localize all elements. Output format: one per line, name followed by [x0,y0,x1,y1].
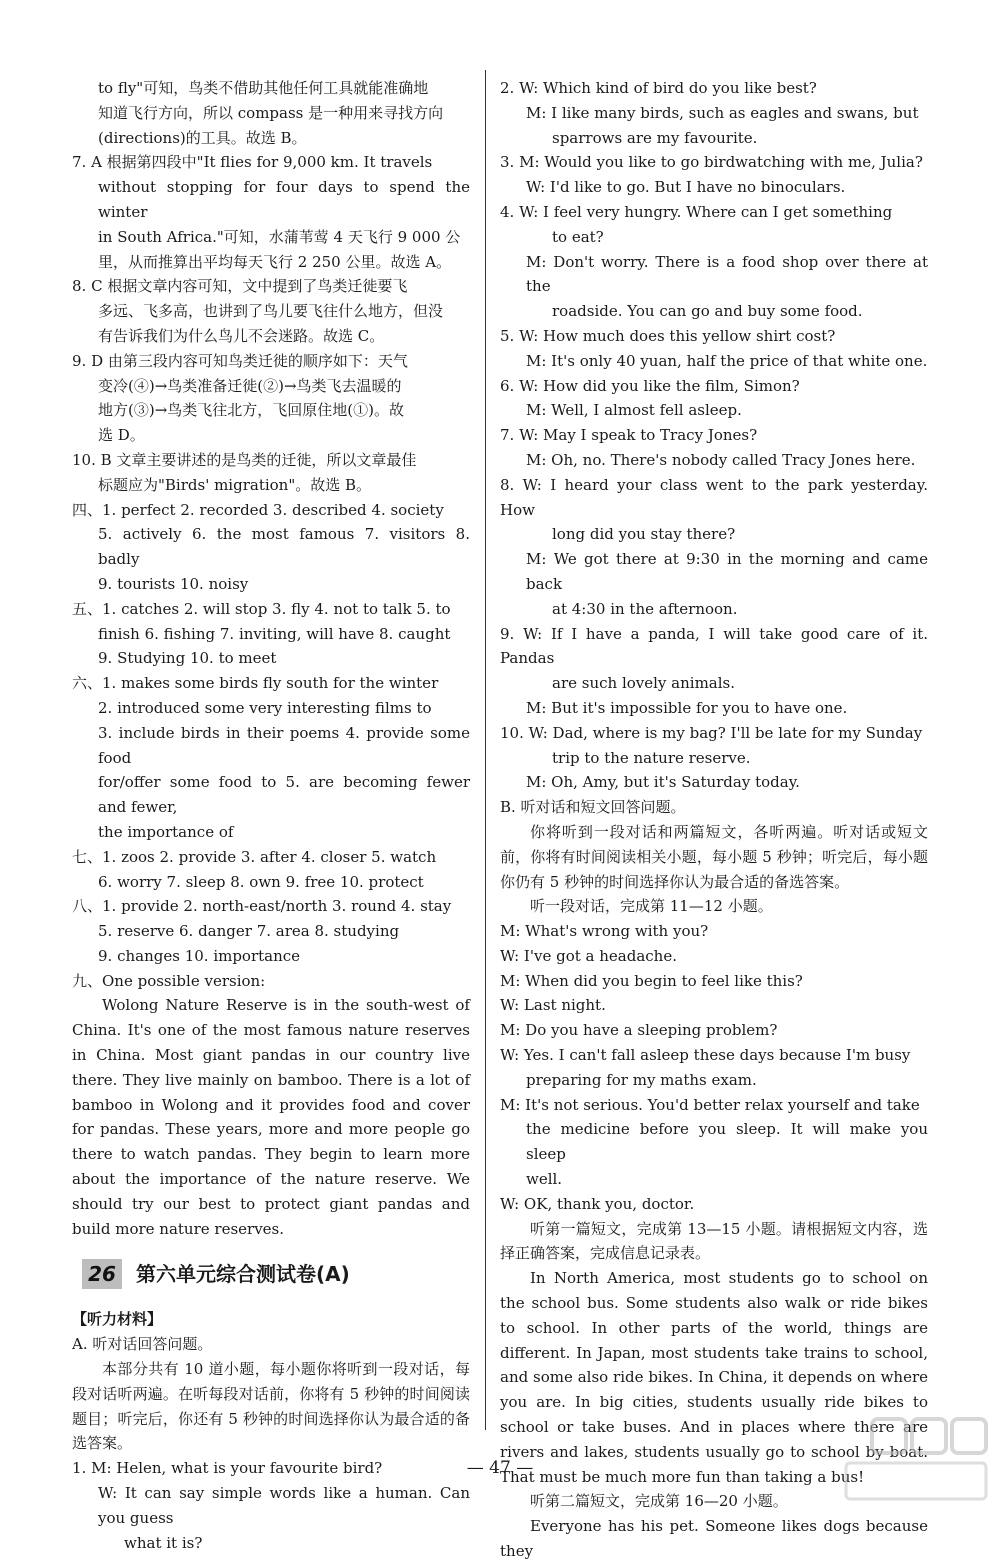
text-line: to fly"可知，鸟类不借助其他任何工具就能准确地 [98,79,429,97]
text-line: M: I like many birds, such as eagles and swans, but [526,103,919,122]
text-line: 10. W: Dad, where is my bag? I'll be late for my Sunday [500,723,923,742]
text-line: M: Well, I almost fell asleep. [526,401,742,420]
text-line: 9. Studying 10. to meet [98,649,277,668]
text-line: 五、1. catches 2. will stop 3. fly 4. not to talk 5. to [72,599,451,618]
text-line: 选 D。 [98,426,145,445]
text-line: 九、One possible version: [72,971,266,990]
section-heading [82,1259,470,1289]
text-line: 4. W: I feel very hungry. Where can I get something [500,202,893,221]
text-line: 7. A 根据第四段中"It flies for 9,000 km. It travels [72,153,433,172]
text-line: 知道飞行方向，所以 compass 是一种用来寻找方向 [98,103,444,122]
dialogue-title: 听一段对话，完成第 11—12 小题。 [530,897,773,916]
text-line: 有告诉我们为什么鸟儿不会迷路。故选 C。 [98,326,385,345]
text-line: 8. W: I heard your class went to the park yesterday. How [500,475,928,519]
text-line: what it is? [124,1533,203,1552]
text-line: 9. tourists 10. noisy [98,574,249,593]
doctor-dialogue [500,919,928,1217]
text-line: M: Don't worry. There is a food shop over there at the [526,252,928,296]
text-line: 8. C 根据文章内容可知，文中提到了鸟类迁徙要飞 [72,277,408,296]
text-line: 5. reserve 6. danger 7. area 8. studying [98,922,400,941]
text-line: W: I've got a headache. [500,946,677,965]
text-line: M: What's wrong with you? [500,922,709,941]
passage-2-text: Everyone has his pet. Someone likes dogs because they [500,1517,928,1561]
listening-material-label: 【听力材料】 [72,1310,163,1329]
text-line: W: Last night. [500,996,606,1015]
part-b-instructions: 你将听到一段对话和两篇短文，各听两遍。听对话或短文前，你将有时间阅读相关小题，每小题 5 秒钟；听完后，每小题你仍有 5 秒钟的时间选择你认为最合适的备选答案。 [500,822,928,891]
text-line: well. [526,1170,563,1189]
answer-key-lines [72,76,470,993]
text-line: M: We got there at 9:30 in the morning and came back [526,550,928,593]
column-divider [485,70,486,1430]
text-line: long did you stay there? [552,525,736,544]
passage-2-title: 听第二篇短文，完成第 16—20 小题。 [530,1492,788,1511]
text-line: for/offer some food to 5. are becoming fewer and fewer, [98,773,470,817]
text-line: 6. worry 7. sleep 8. own 9. free 10. protect [98,872,424,891]
text-line: without stopping for four days to spend the winter [98,178,470,221]
text-line: (directions)的工具。故选 B。 [98,128,307,147]
text-line: W: OK, thank you, doctor. [500,1194,695,1213]
model-essay: Wolong Nature Reserve is in the south-west of China. It's one of the most famous nature reserves in China. Most giant pandas in our country live there. They live mainly on bamboo. There is a lot of bamboo in Wolong and it provides food and cover for pandas. These years, more and more people go there to watch pandas. They begin to learn more about the importance of the nature reserve. We should try our best to protect giant pandas and build more nature reserves. [72,996,470,1238]
text-line: 2. W: Which kind of bird do you like best? [500,79,817,97]
text-line: 七、1. zoos 2. provide 3. after 4. closer 5. watch [72,847,437,866]
page-number: — 47 — [466,1458,534,1478]
text-line: W: Yes. I can't fall asleep these days because I'm busy [500,1046,911,1065]
text-line: 1. M: Helen, what is your favourite bird? [72,1459,383,1478]
text-line: 6. W: How did you like the film, Simon? [500,376,800,395]
section-title: 第六单元综合测试卷(A) [136,1262,350,1287]
text-line: the medicine before you sleep. It will make you sleep [526,1120,928,1164]
text-line: 9. changes 10. importance [98,946,301,965]
text-line: sparrows are my favourite. [552,128,758,147]
text-line: M: Oh, no. There's nobody called Tracy Jones here. [526,450,916,469]
text-line: 7. W: May I speak to Tracy Jones? [500,426,758,445]
text-line: trip to the nature reserve. [552,748,751,767]
text-line: 六、1. makes some birds fly south for the winter [72,674,439,693]
left-column [72,76,470,1555]
dialogue-lines [500,76,928,820]
text-line: at 4:30 in the afternoon. [552,599,738,618]
passage-1-title: 听第一篇短文，完成第 13—15 小题。请根据短文内容，选择正确答案，完成信息记录表。 [500,1219,928,1263]
text-line: roadside. You can go and buy some food. [552,302,863,321]
part-a-instructions: 本部分共有 10 道小题，每小题你将听到一段对话，每段对话听两遍。在听每段对话前，你将有 5 秒钟的时间阅读题目；听完后，你还有 5 秒钟的时间选择你认为最合适的备选答案。 [72,1360,470,1453]
text-line: M: It's not serious. You'd better relax yourself and take [500,1095,920,1114]
text-line: 标题应为"Birds' migration"。故选 B。 [98,475,372,494]
text-line: to eat? [552,227,604,246]
text-line: 八、1. provide 2. north-east/north 3. round 4. stay [72,897,452,916]
text-line: 四、1. perfect 2. recorded 3. described 4. society [72,500,444,519]
passage-1-text: In North America, most students go to school on the school bus. Some students also walk or ride bikes to school. In other parts of the world, things are different. In Japan, most students take trains to school, and some also ride bikes. In China, it depends on where you are. In big cities, students usually ride bikes to school or take buses. And in places where there are rivers and lakes, students usually go to school by boat. That must be much more fun than taking a bus! [500,1269,928,1486]
text-line: 5. W: How much does this yellow shirt cost? [500,326,836,345]
text-line: 10. B 文章主要讲述的是鸟类的迁徙，所以文章最佳 [72,450,417,469]
text-line: W: It can say simple words like a human. Can you guess [98,1484,470,1527]
text-line: preparing for my maths exam. [526,1070,757,1089]
section-number-badge: 26 [82,1259,122,1289]
text-line: M: It's only 40 yuan, half the price of that white one. [526,351,928,370]
text-line: are such lovely animals. [552,674,735,693]
text-line: 地方(③)→鸟类飞往北方，飞回原住地(①)。故 [98,401,404,420]
text-line: 3. include birds in their poems 4. provide some food [98,723,470,767]
text-line: 3. M: Would you like to go birdwatching with me, Julia? [500,153,923,172]
text-line: 变冷(④)→鸟类准备迁徙(②)→鸟类飞去温暖的 [98,376,402,395]
text-line: 多远、飞多高，也讲到了鸟儿要飞往什么地方，但没 [98,302,444,321]
right-column [500,76,928,1564]
text-line: 9. D 由第三段内容可知鸟类迁徙的顺序如下：天气 [72,351,408,370]
part-a-title: A. 听对话回答问题。 [72,1335,213,1354]
text-line: M: But it's impossible for you to have one. [526,698,848,717]
watermark-logo [842,1415,992,1505]
text-line: the importance of [98,822,234,841]
text-line: W: I'd like to go. But I have no binoculars. [526,178,846,197]
text-line: finish 6. fishing 7. inviting, will have 8. caught [98,624,451,643]
text-line: in South Africa."可知，水蒲苇莺 4 天飞行 9 000 公 [98,227,461,246]
text-line: 5. actively 6. the most famous 7. visitors 8. badly [98,525,470,569]
text-line: 里，从而推算出平均每天飞行 2 250 公里。故选 A。 [98,252,452,271]
text-line: 2. introduced some very interesting films to [98,698,432,717]
text-line: M: When did you begin to feel like this? [500,971,803,990]
text-line: B. 听对话和短文回答问题。 [500,798,686,817]
text-line: 9. W: If I have a panda, I will take good care of it. Pandas [500,624,928,668]
text-line: M: Do you have a sleeping problem? [500,1021,778,1040]
text-line: M: Oh, Amy, but it's Saturday today. [526,773,800,792]
